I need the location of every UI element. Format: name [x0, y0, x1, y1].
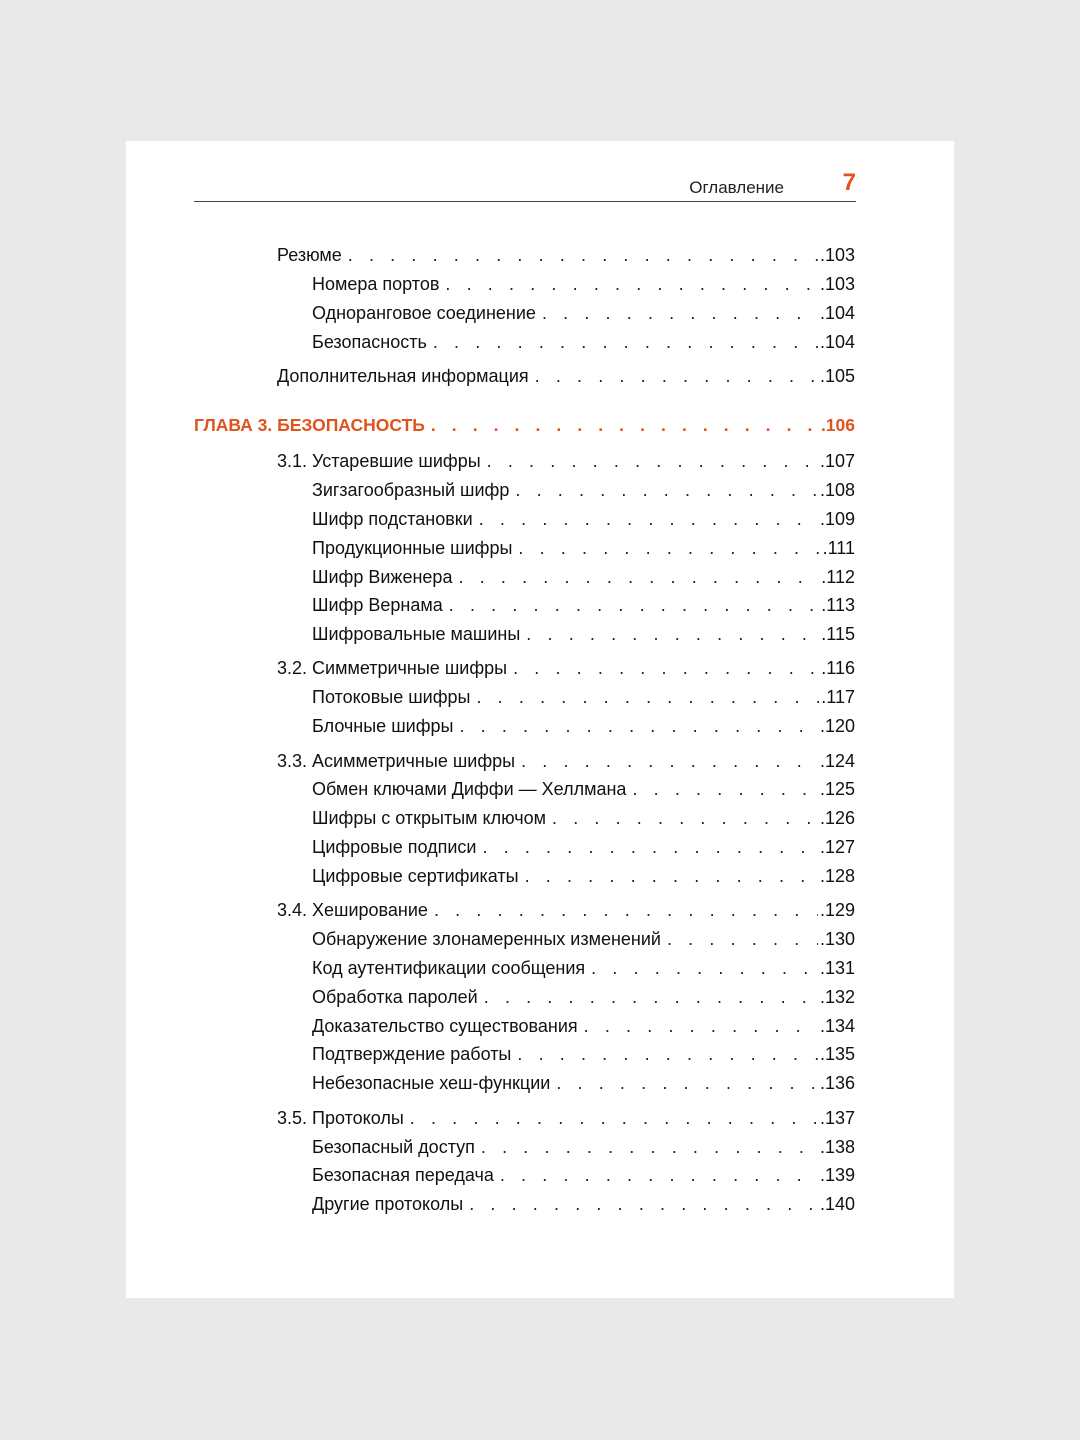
- toc-entry-page: .120: [819, 716, 855, 736]
- toc-leader: [542, 301, 818, 325]
- toc-entry[interactable]: [312, 1042, 855, 1066]
- toc-entry-label: Другие протоколы: [312, 1194, 464, 1214]
- toc-leader: [521, 749, 818, 773]
- toc-entry-label: Обнаружение злонамеренных изменений: [312, 929, 661, 949]
- toc-entry[interactable]: [312, 864, 855, 888]
- toc-entry-label: Резюме: [277, 245, 342, 265]
- toc-entry-label: Цифровые сертификаты: [312, 866, 519, 886]
- toc-entry-page: .104: [819, 303, 855, 323]
- toc-entry-page: .132: [819, 987, 855, 1007]
- toc-entry-label: Шифр Виженера: [312, 567, 453, 587]
- toc-entry-page: .116: [821, 658, 855, 678]
- toc-entry-page: .134: [819, 1016, 855, 1036]
- toc-leader: [526, 622, 819, 646]
- toc-leader: [449, 593, 820, 617]
- toc-entry[interactable]: [312, 593, 855, 617]
- toc-leader: [348, 243, 818, 267]
- toc-entry-page: .129: [819, 900, 855, 920]
- toc-entry-page: .105: [819, 366, 855, 386]
- toc-entry[interactable]: [312, 507, 855, 531]
- toc-entry-label: 3.4. Хеширование: [277, 900, 428, 920]
- toc-entry-label: 3.5. Протоколы: [277, 1108, 404, 1128]
- toc-leader: [445, 272, 818, 296]
- toc-entry[interactable]: [277, 364, 855, 388]
- toc-entry-label: Код аутентификации сообщения: [312, 958, 586, 978]
- toc-entry[interactable]: [312, 565, 855, 589]
- toc-entry-label: Безопасный доступ: [312, 1137, 475, 1157]
- toc-leader: [481, 1135, 818, 1159]
- toc-entry-label: Шифры с открытым ключом: [312, 808, 546, 828]
- toc-entry[interactable]: [312, 985, 855, 1009]
- toc-entry-page: .117: [821, 687, 855, 707]
- toc-entry-page: .128: [819, 866, 855, 886]
- toc-leader: [433, 330, 818, 354]
- toc-leader: [584, 1014, 818, 1038]
- toc-entry-label: Шифр подстановки: [312, 509, 473, 529]
- toc-leader: [552, 806, 818, 830]
- toc-entry-label: Подтверждение работы: [312, 1044, 512, 1064]
- toc-leader: [410, 1106, 818, 1130]
- toc-entry-page: .140: [819, 1194, 855, 1214]
- page-number: 7: [842, 169, 856, 196]
- toc-leader: [513, 656, 819, 680]
- toc-entry-label: Номера портов: [312, 274, 440, 294]
- toc-entry-label: Цифровые подписи: [312, 837, 477, 857]
- toc-entry-label: Небезопасные хеш-функции: [312, 1073, 551, 1093]
- toc-entry-page: .135: [819, 1044, 855, 1064]
- toc-entry[interactable]: [312, 956, 855, 980]
- toc-entry-label: Одноранговое соединение: [312, 303, 536, 323]
- toc-leader: [476, 685, 819, 709]
- toc-entry-page: .124: [819, 751, 855, 771]
- toc-leader: [469, 1192, 818, 1216]
- toc-entry[interactable]: [312, 301, 855, 325]
- toc-leader: [632, 777, 818, 801]
- toc-entry-page: .103: [819, 274, 855, 294]
- toc-leader: [434, 898, 818, 922]
- toc-entry[interactable]: [312, 478, 855, 502]
- toc-entry[interactable]: [312, 777, 855, 801]
- toc-entry-page: .115: [821, 624, 855, 644]
- toc-entry-page: .106: [820, 415, 855, 435]
- toc-entry[interactable]: [312, 272, 855, 296]
- toc-leader: [459, 714, 818, 738]
- toc-entry[interactable]: [312, 685, 855, 709]
- toc-entry[interactable]: [312, 1014, 855, 1038]
- toc-entry[interactable]: [312, 536, 855, 560]
- header-title: Оглавление: [689, 178, 784, 197]
- toc-entry-page: .127: [819, 837, 855, 857]
- toc-entry-label: ГЛАВА 3. БЕЗОПАСНОСТЬ: [194, 415, 425, 435]
- toc-entry-label: Безопасная передача: [312, 1165, 494, 1185]
- toc-entry-page: .109: [819, 509, 855, 529]
- toc-entry-page: .125: [819, 779, 855, 799]
- toc-entry[interactable]: [312, 1135, 855, 1159]
- toc-entry[interactable]: [312, 1192, 855, 1216]
- toc-leader: [500, 1163, 818, 1187]
- toc-leader: [479, 507, 818, 531]
- toc-entry[interactable]: [312, 835, 855, 859]
- toc-entry[interactable]: [312, 1163, 855, 1187]
- toc-entry-label: Шифровальные машины: [312, 624, 521, 644]
- toc-entry-label: Шифр Вернама: [312, 595, 443, 615]
- toc-leader: [518, 536, 820, 560]
- toc-leader: [535, 364, 818, 388]
- toc-entry-page: .139: [819, 1165, 855, 1185]
- running-header: [194, 169, 856, 202]
- toc-leader: [515, 478, 818, 502]
- toc-leader: [482, 835, 818, 859]
- toc-entry-label: 3.2. Симметричные шифры: [277, 658, 508, 678]
- toc-entry-page: .104: [819, 332, 855, 352]
- toc-entry-label: Зигзагообразный шифр: [312, 480, 510, 500]
- toc-entry-label: Обмен ключами Диффи — Хеллмана: [312, 779, 627, 799]
- toc-entry-label: Доказательство существования: [312, 1016, 578, 1036]
- toc-entry-page: .112: [821, 567, 855, 587]
- toc-entry[interactable]: [277, 749, 855, 773]
- toc-entry-page: .136: [819, 1073, 855, 1093]
- toc-entry-label: Блочные шифры: [312, 716, 454, 736]
- toc-entry-label: Продукционные шифры: [312, 538, 513, 558]
- toc-leader: [517, 1042, 818, 1066]
- toc-leader: [591, 956, 818, 980]
- toc-entry-label: Потоковые шифры: [312, 687, 471, 707]
- toc-entry-label: 3.3. Асимметричные шифры: [277, 751, 516, 771]
- toc-entry-label: Обработка паролей: [312, 987, 478, 1007]
- toc-chapter-heading[interactable]: [194, 413, 855, 437]
- book-page: [126, 141, 954, 1298]
- toc-entry[interactable]: [312, 927, 855, 951]
- toc-entry[interactable]: [312, 1071, 855, 1095]
- toc-leader: [484, 985, 818, 1009]
- toc-entry[interactable]: [277, 1106, 855, 1130]
- toc-entry-page: .138: [819, 1137, 855, 1157]
- toc-entry[interactable]: [312, 806, 855, 830]
- toc-leader: [667, 927, 818, 951]
- toc-leader: [556, 1071, 818, 1095]
- toc-entry[interactable]: [312, 714, 855, 738]
- toc-entry[interactable]: [312, 330, 855, 354]
- toc-leader: [487, 449, 818, 473]
- toc-entry-page: .108: [819, 480, 855, 500]
- toc-entry-page: .103: [819, 245, 855, 265]
- toc-entry-page: .131: [819, 958, 855, 978]
- toc-entry-label: Безопасность: [312, 332, 427, 352]
- toc-entry[interactable]: [277, 656, 855, 680]
- toc-leader: [458, 565, 819, 589]
- toc-leader: [525, 864, 818, 888]
- toc-entry-page: .130: [819, 929, 855, 949]
- toc-entry-label: Дополнительная информация: [277, 366, 529, 386]
- toc-entry-page: .126: [819, 808, 855, 828]
- toc-entry[interactable]: [312, 622, 855, 646]
- toc-entry[interactable]: [277, 449, 855, 473]
- toc-entry[interactable]: [277, 898, 855, 922]
- toc-entry[interactable]: [277, 243, 855, 267]
- toc-leader: [431, 413, 819, 437]
- toc-entry-label: 3.1. Устаревшие шифры: [277, 451, 481, 471]
- toc-entry-page: .107: [819, 451, 855, 471]
- toc-entry-page: .137: [819, 1108, 855, 1128]
- toc-entry-page: .113: [821, 595, 855, 615]
- toc-entry-page: .111: [822, 538, 855, 558]
